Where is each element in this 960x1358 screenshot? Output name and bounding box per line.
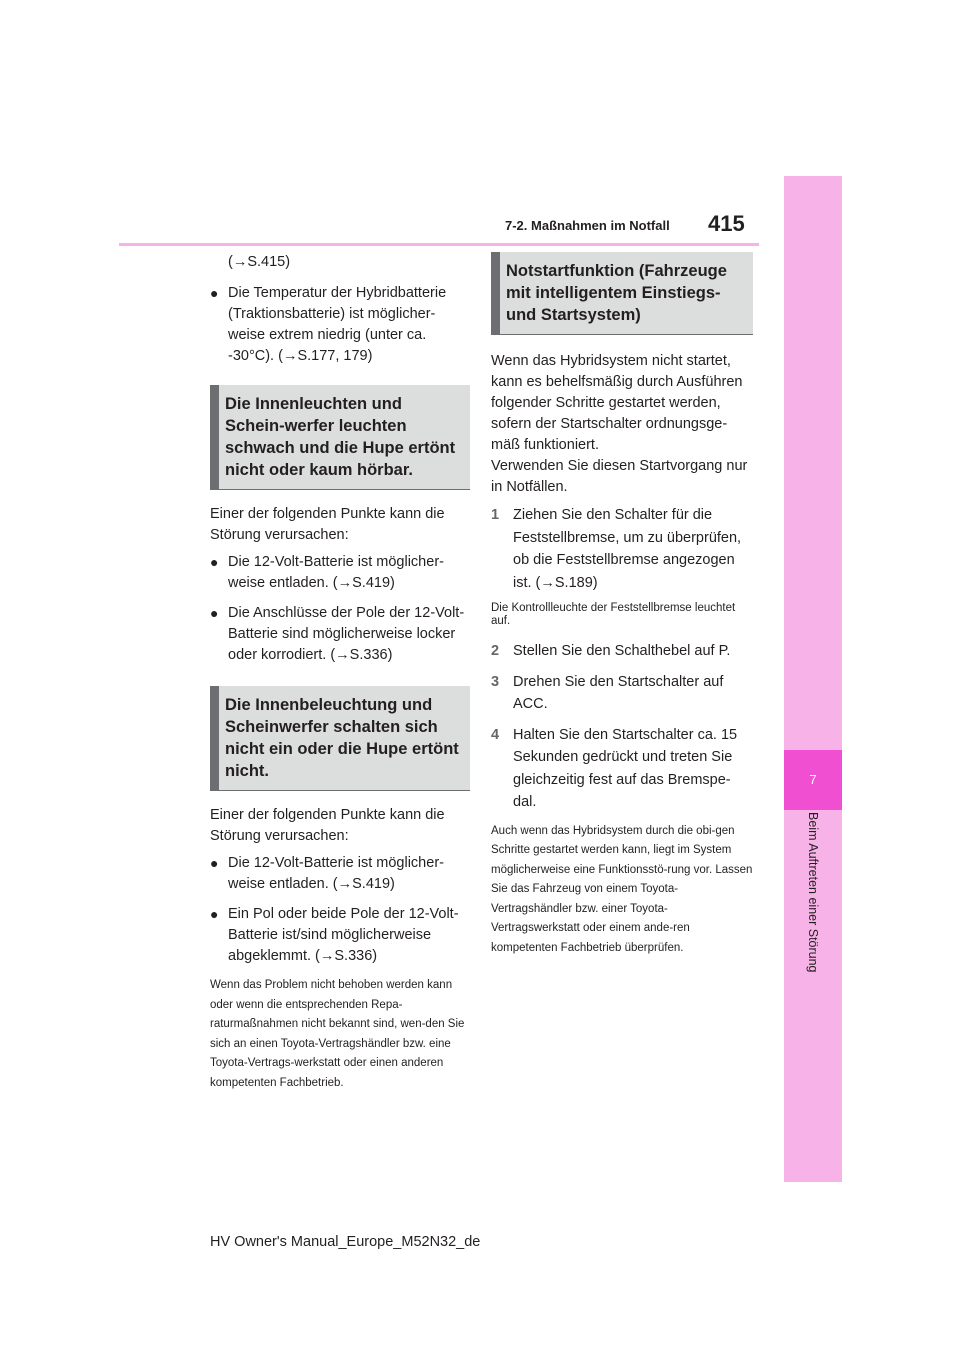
chapter-number: 7 [784,750,842,810]
intro-text: Wenn das Hybridsystem nicht startet, kann es behelfsmäßig durch Ausführen folgender Schritte gestartet werden, sofern der Startschalter ordnungsge-mäß funktioniert. [491,353,743,453]
step-item: 1 Ziehen Sie den Schalter für die Feststellbremse, um zu überprüfen, ob die Feststellbremse angezogen ist. (→S.189) [491,504,753,594]
bullet-item: ● Die Anschlüsse der Pole der 12-Volt-Batterie sind möglicherweise locker oder korrodiert. (→S.336) [210,605,465,663]
intro-text: Einer der folgenden Punkte kann die Störung verursachen: [210,506,445,543]
note-text: Wenn das Problem nicht behoben werden kann oder wenn die entsprechenden Repa-raturmaßnahmen nicht bekannt sind, wen-den Sie sich an einen Toyota-Vertragshändler bzw. eine Toyota-Vertrags-werkstatt oder einen anderen kompetenten Fachbetrieb. [210,979,465,1089]
intro-note: Verwenden Sie diesen Startvorgang nur in Notfällen. [491,458,748,495]
section-heading: Die Innenbeleuchtung und Scheinwerfer schalten sich nicht ein oder die Hupe ertönt nicht. [210,686,470,791]
step-item: 2 Stellen Sie den Schalthebel auf P. [491,640,753,663]
bullet-icon: ● [210,906,219,922]
intro-text: Einer der folgenden Punkte kann die Störung verursachen: [210,807,445,844]
chapter-label: Beim Auftreten einer Störung [806,812,820,973]
section-heading: Notstartfunktion (Fahrzeuge mit intelligentem Einstiegs- und Startsystem) [491,252,753,335]
bullet-item: ● Die 12-Volt-Batterie ist möglicher-weise entladen. (→S.419) [210,855,444,892]
left-column [210,252,470,1093]
step-number: 1 [491,507,500,523]
section-heading: Die Innenleuchten und Schein-werfer leuchten schwach und die Hupe ertönt nicht oder kaum hörbar. [210,385,470,490]
section-title: 7-2. Maßnahmen im Notfall [505,218,670,233]
bullet-item: ● Die 12-Volt-Batterie ist möglicher-weise entladen. (→S.419) [210,554,444,591]
right-column [491,252,753,958]
step-item: 4 Halten Sie den Startschalter ca. 15 Sekunden gedrückt und treten Sie gleichzeitig fest auf das Bremspe-dal. [491,724,753,814]
bullet-item: ● Die Temperatur der Hybridbatterie (Traktionsbatterie) ist möglicher-weise extrem niedrig (unter ca. -30°C). (→S.177, 179) [210,285,447,364]
step-number: 3 [491,673,500,690]
note-text: Auch wenn das Hybridsystem durch die obi-gen Schritte gestartet werden kann, liegt im System möglicherweise eine Funktionsstö-rung vor. Lassen Sie das Fahrzeug von einem Toyota-Vertragshändler bzw. einer Toyota-Vertragswerkstatt oder einem ande-ren kompetenten Fachbetrieb überprüfen. [491,824,753,954]
step-note: Die Kontrollleuchte der Feststellbremse leuchtet auf. [491,602,736,627]
bullet-item: ● Ein Pol oder beide Pole der 12-Volt-Batterie ist/sind möglicherweise abgeklemmt. (→S.336) [210,906,459,964]
page-number: 415 [708,211,745,236]
continued-reference: (→S.415) [228,254,291,270]
step-item: 3 Drehen Sie den Startschalter auf ACC. [491,671,753,716]
step-number: 4 [491,726,500,743]
bullet-icon: ● [210,605,219,621]
footer-text: HV Owner's Manual_Europe_M52N32_de [210,1234,481,1250]
bullet-icon: ● [210,285,219,301]
step-number: 2 [491,643,500,659]
bullet-icon: ● [210,554,219,570]
bullet-icon: ● [210,855,219,871]
header-rule [119,243,759,246]
